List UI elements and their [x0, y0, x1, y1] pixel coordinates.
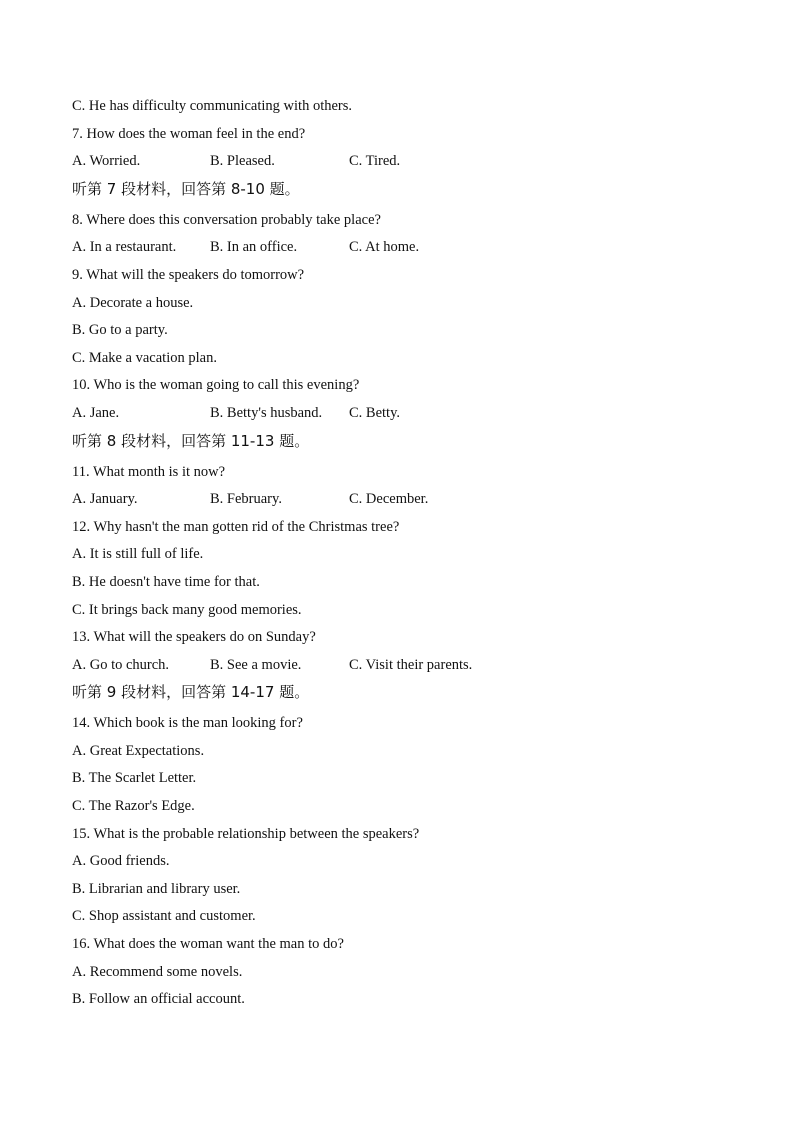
text-line: 15. What is the probable relationship between the speakers? [72, 825, 420, 842]
document-page [72, 94, 752, 1015]
option-c: C. Tired. [349, 153, 401, 170]
text-line: 16. What does the woman want the man to do? [72, 936, 344, 953]
text-line: C. The Razor's Edge. [72, 798, 195, 815]
text-line: 13. What will the speakers do on Sunday? [72, 629, 316, 646]
text-line: C. He has difficulty communicating with others. [72, 98, 353, 114]
section-heading: 听第 7 段材料，回答第 8-10 题。 [72, 179, 300, 198]
option-b: B. Betty's husband. [210, 404, 323, 421]
option-c: C. At home. [349, 239, 420, 256]
text-line: A. Decorate a house. [72, 294, 194, 311]
text-line: 11. What month is it now? [72, 463, 226, 480]
option-a: A. Worried. [72, 153, 141, 170]
option-b: B. February. [210, 491, 282, 508]
text-line: B. Follow an official account. [72, 991, 245, 1008]
options-row [72, 149, 752, 177]
text-line: 9. What will the speakers do tomorrow? [72, 266, 305, 283]
text-line: 8. Where does this conversation probably take place? [72, 211, 381, 228]
text-line: B. He doesn't have time for that. [72, 573, 260, 590]
text-line: B. Librarian and library user. [72, 880, 241, 897]
text-line: C. It brings back many good memories. [72, 601, 302, 618]
options-row [72, 235, 752, 263]
option-b: B. See a movie. [210, 656, 302, 673]
text-line: A. Recommend some novels. [72, 963, 243, 980]
text-line: 12. Why hasn't the man gotten rid of the Christmas tree? [72, 518, 400, 535]
section-heading: 听第 8 段材料，回答第 11-13 题。 [72, 431, 310, 450]
options-row [72, 401, 752, 429]
text-line: 10. Who is the woman going to call this evening? [72, 377, 360, 394]
options-row [72, 487, 752, 515]
text-line: B. Go to a party. [72, 322, 168, 339]
option-a: A. In a restaurant. [72, 239, 177, 256]
text-line: A. Good friends. [72, 853, 170, 870]
option-c: C. Visit their parents. [349, 656, 473, 673]
text-line: C. Make a vacation plan. [72, 349, 217, 366]
option-a: A. January. [72, 491, 138, 508]
option-c: C. December. [349, 491, 429, 508]
option-b: B. Pleased. [210, 153, 275, 170]
option-c: C. Betty. [349, 404, 401, 421]
option-a: A. Go to church. [72, 656, 170, 673]
text-line: C. Shop assistant and customer. [72, 908, 256, 925]
option-a: A. Jane. [72, 404, 120, 421]
text-line: A. Great Expectations. [72, 742, 205, 759]
text-line: 7. How does the woman feel in the end? [72, 125, 306, 142]
option-b: B. In an office. [210, 239, 298, 256]
text-line: A. It is still full of life. [72, 546, 204, 563]
text-line: 14. Which book is the man looking for? [72, 715, 303, 732]
options-row [72, 653, 752, 681]
text-line: B. The Scarlet Letter. [72, 770, 197, 787]
section-heading: 听第 9 段材料，回答第 14-17 题。 [72, 683, 310, 702]
